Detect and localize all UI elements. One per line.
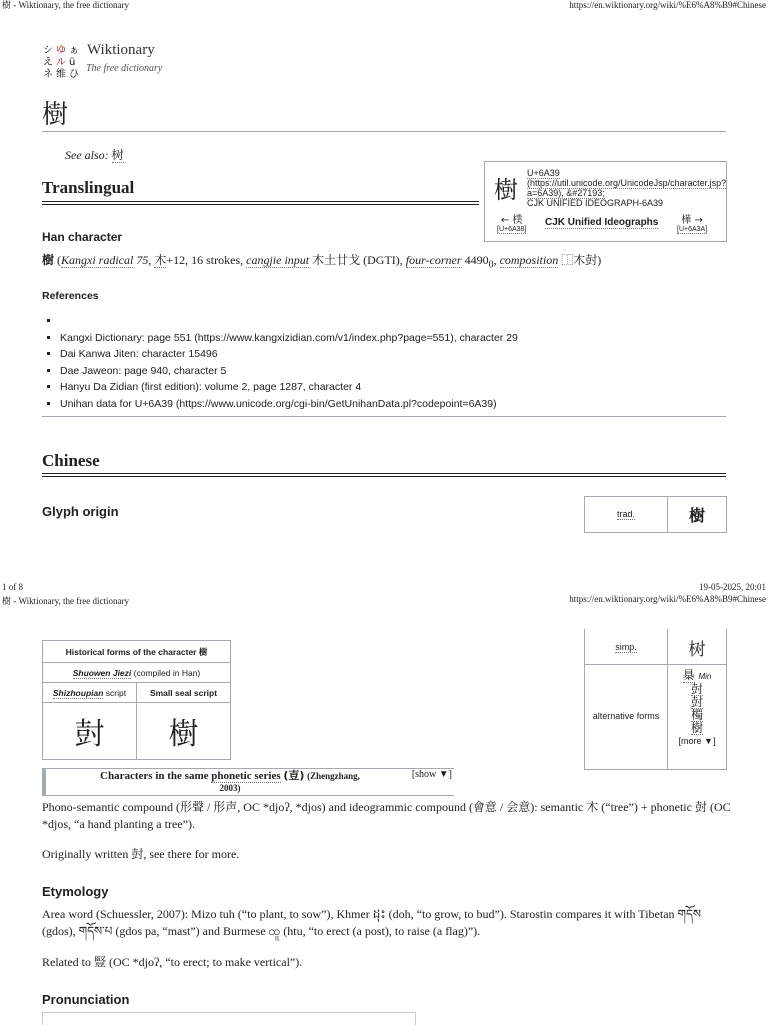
unicode-codepoint-link[interactable]: U+6A39 (https://util.unicode.org/UnicodeJsp/character.jsp?a=6A39), &#27193;	[527, 168, 727, 198]
svg-text:ü: ü	[69, 57, 76, 68]
simp-char[interactable]: 树	[688, 640, 706, 660]
pronunciation-box	[42, 1012, 416, 1025]
reference-item: ▪ Hanyu Da Zidian (first edition): volume 2, page 1287, character 4	[60, 379, 750, 396]
han-character-heading: Han character	[42, 230, 123, 244]
trad-label[interactable]: trad.	[616, 509, 635, 519]
unicode-name: CJK UNIFIED IDEOGRAPH-6A39	[527, 198, 664, 208]
four-corner-link[interactable]: four-corner	[405, 253, 462, 267]
alt-form-link[interactable]: 樹	[690, 721, 703, 735]
reference-item[interactable]: ▪ Unihan data for U+6A39 (https://www.unicode.org/cgi-bin/GetUnihanData.pl?codepoint=6A39)	[60, 396, 750, 413]
see-also-link[interactable]: 树	[111, 148, 124, 162]
phonetic-series-show-toggle[interactable]: [show ▼]	[411, 769, 452, 780]
title-divider	[42, 131, 726, 132]
simp-label[interactable]: simp.	[615, 642, 637, 652]
alt-form-link[interactable]: 尌	[690, 682, 703, 696]
alt-form-link[interactable]: 㮂	[682, 668, 695, 682]
logo-wordmark[interactable]: Wiktionary	[87, 42, 155, 58]
next-char-nav[interactable]	[677, 211, 707, 234]
svg-text:ゆ: ゆ	[56, 45, 66, 56]
small-seal-glyph: 樹	[168, 717, 199, 752]
etymology-text: Area word (Schuessler, 2007): Mizo tuh (“to plant, to sow”), Khmer ដុះ (doh, “to grow, to bud”). Starostin compares it with Tibetan གདོས (gdos), གདོས་པ (gdos pa, “mast”) and Burmese ထူ (htu, “to erect (a post), to raise (a flag)”).	[42, 907, 702, 938]
references-heading: References	[42, 290, 99, 302]
svg-text:ぁ: ぁ	[69, 45, 79, 56]
print-header-url: https://en.wiktionary.org/wiki/%E6%A8%B9#Chinese	[569, 0, 766, 10]
print-header-url: https://en.wiktionary.org/wiki/%E6%A8%B9#Chinese	[569, 594, 766, 604]
svg-text:ル: ル	[56, 57, 66, 68]
see-also	[65, 146, 124, 163]
phonetic-series-link[interactable]: phonetic series	[211, 770, 281, 782]
trad-form-box	[584, 496, 727, 533]
chinese-heading: Chinese	[42, 451, 100, 470]
logo-tagline: The free dictionary	[86, 63, 163, 74]
pronunciation-heading: Pronunciation	[42, 992, 130, 1007]
alt-form-link[interactable]: 尌	[690, 695, 703, 709]
prev-char-nav[interactable]	[497, 211, 526, 234]
svg-text:ひ: ひ	[69, 69, 79, 80]
small-seal-label: Small seal script	[137, 683, 231, 703]
composition-link[interactable]: composition	[499, 253, 559, 267]
glyph-origin-heading: Glyph origin	[42, 504, 119, 519]
references-list	[42, 313, 750, 412]
reference-item: ▪ Dae Jaweon: page 940, character 5	[60, 363, 750, 380]
reference-item: ▪ Dai Kanwa Jiten: character 15496	[60, 346, 750, 363]
next-char[interactable]: 樺 →	[681, 215, 703, 226]
block-link[interactable]: CJK Unified Ideographs	[545, 217, 659, 228]
print-datetime: 19-05-2025, 20:01	[699, 582, 766, 592]
simp-alt-forms-box	[584, 629, 727, 770]
radical-char-link[interactable]: 木	[154, 253, 167, 267]
prev-code[interactable]: [U+6A38]	[497, 226, 527, 233]
etymology-heading: Etymology	[42, 884, 109, 899]
phonetic-series-box: Characters in the same phonetic series (壴) (Zhengzhang, 2003) [show ▼]	[42, 768, 454, 796]
shizhoupian-glyph: 尌	[74, 717, 105, 752]
svg-text:维: 维	[56, 69, 66, 80]
shuowen-link[interactable]: Shuowen Jiezi	[72, 667, 132, 678]
shizhoupian-link[interactable]: Shizhoupian	[52, 687, 104, 698]
alt-forms-list: 㮂 Min 尌 尌 㯮 樹 [more ▼]	[668, 669, 726, 747]
reference-item	[60, 313, 750, 330]
svg-text:え: え	[43, 57, 53, 68]
alt-forms-more-toggle[interactable]: [more ▼]	[678, 736, 716, 746]
han-character-line: 樹 (Kangxi radical 75, 木+12, 16 strokes, cangjie input 木土廿戈 (DGTI), four-corner $4490_0$, composition ⿰木尌)	[42, 253, 602, 271]
svg-text:ネ: ネ	[43, 69, 53, 80]
print-header-title: 樹 - Wiktionary, the free dictionary	[2, 596, 130, 606]
historical-forms-table: Historical forms of the character 樹 Shuowen Jiezi (compiled in Han) Shizhoupian script Small seal script 尌 樹	[42, 640, 231, 760]
unicode-info-box	[484, 161, 727, 242]
print-page-number: 1 of 8	[2, 582, 23, 592]
historical-forms-title: Historical forms of the character 樹	[65, 646, 208, 657]
headword: 樹	[42, 253, 55, 267]
alt-forms-label: alternative forms	[592, 711, 660, 721]
print-header-title: 樹 - Wiktionary, the free dictionary	[2, 0, 130, 10]
next-code[interactable]: [U+6A3A]	[677, 226, 708, 233]
page-title: 樹	[42, 100, 69, 130]
see-also-label: See also:	[65, 148, 109, 162]
glyph-origin-text: Phono-semantic compound (形聲 / 形声, OC *djoʔ, *djos) and ideogrammic compound (會意 / 会意): semantic 木 (“tree”) + phonetic 尌 (OC *djos, “a hand planting a tree”).	[42, 800, 731, 831]
wiktionary-logo-icon[interactable]	[42, 42, 82, 80]
prev-char[interactable]: ← 樸	[500, 215, 523, 226]
related-text: Related to 豎 (OC *djoʔ, “to erect; to make vertical”).	[42, 955, 303, 969]
trad-char: 樹	[688, 506, 705, 525]
reference-item[interactable]: ▪ Kangxi Dictionary: page 551 (https://www.kangxizidian.com/v1/index.php?page=551), character 29	[60, 330, 750, 347]
unicode-glyph: 樹	[494, 176, 518, 204]
translingual-heading: Translingual	[42, 178, 135, 197]
kangxi-radical-link[interactable]: Kangxi radical	[61, 253, 134, 267]
originally-written-text: Originally written 尌, see there for more.	[42, 847, 240, 861]
svg-text:シ: シ	[43, 45, 53, 56]
cangjie-link[interactable]: cangjie input	[246, 253, 310, 267]
alt-form-link[interactable]: 㯮	[690, 708, 703, 722]
